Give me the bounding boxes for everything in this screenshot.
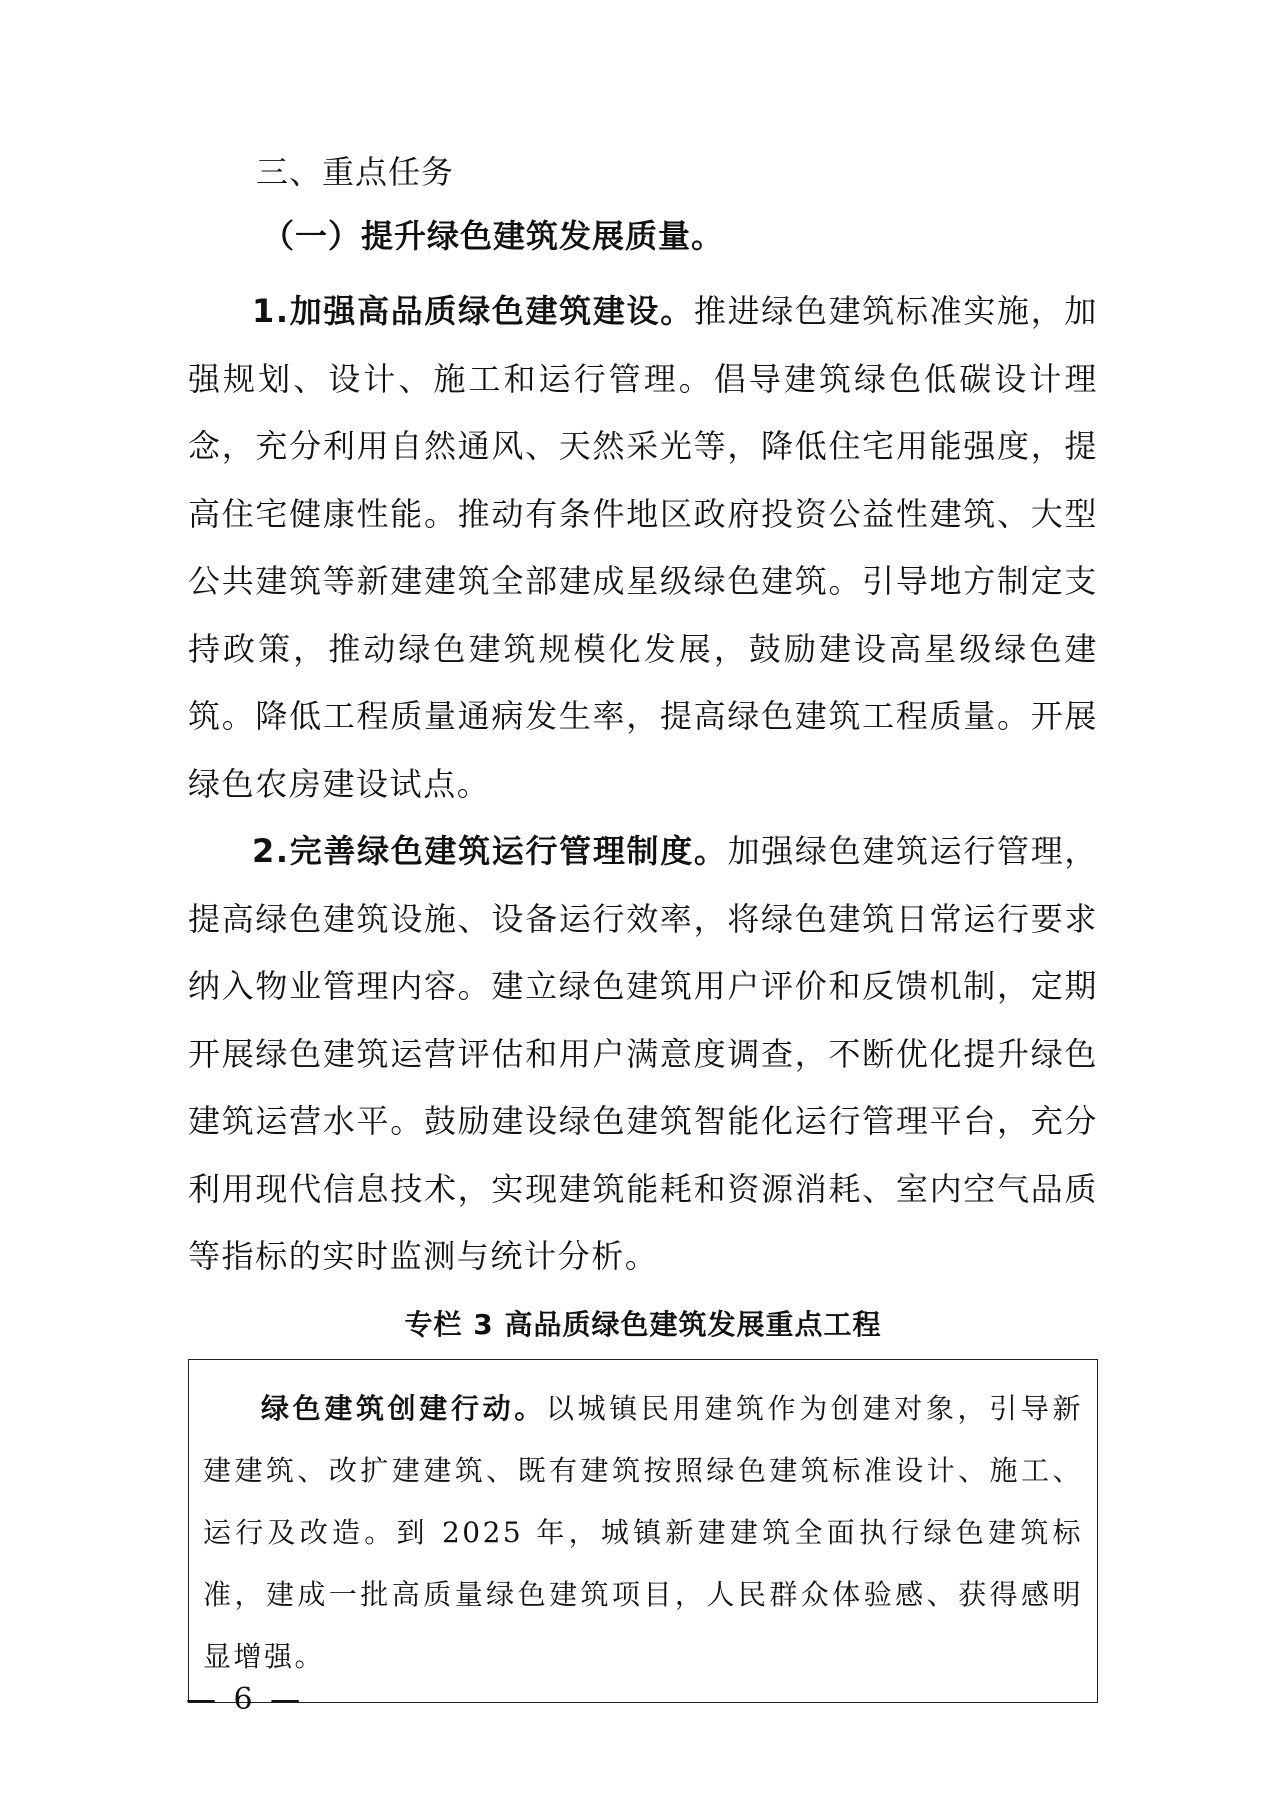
page-number: — 6 — xyxy=(186,1682,305,1717)
column-box-paragraph xyxy=(203,1378,1083,1688)
paragraph-2-lead: 2.完善绿色建筑运行管理制度。 xyxy=(252,832,728,870)
paragraph-2-text: 加强绿色建筑运行管理，提高绿色建筑设施、设备运行效率，将绿色建筑日常运行要求纳入物业管理内容。建立绿色建筑用户评价和反馈机制，定期开展绿色建筑运营评估和用户满意度调查，不断优化提升绿色建筑运营水平。鼓励建设绿色建筑智能化运行管理平台，充分利用现代信息技术，实现建筑能耗和资源消耗、室内空气品质等指标的实时监测与统计分析。 xyxy=(188,832,1098,1275)
paragraph-1-lead: 1.加强高品质绿色建筑建设。 xyxy=(252,292,694,330)
section-heading: 三、重点任务 xyxy=(256,153,455,191)
column-box-title: 专栏 3 高品质绿色建筑发展重点工程 xyxy=(404,1307,882,1341)
page-content xyxy=(188,150,1098,1703)
paragraph-1 xyxy=(188,278,1098,818)
column-box-lead: 绿色建筑创建行动。 xyxy=(261,1391,546,1425)
subsection-heading: （一）提升绿色建筑发展质量。 xyxy=(262,217,725,255)
column-box xyxy=(188,1359,1098,1703)
paragraph-2 xyxy=(188,818,1098,1291)
column-box-text: 以城镇民用建筑作为创建对象，引导新建建筑、改扩建建筑、既有建筑按照绿色建筑标准设计、施工、运行及改造。到 2025 年，城镇新建建筑全面执行绿色建筑标准，建成一批高质量绿色建筑项目，人民群众体验感、获得感明显增强。 xyxy=(203,1391,1083,1673)
paragraph-1-text: 推进绿色建筑标准实施，加强规划、设计、施工和运行管理。倡导建筑绿色低碳设计理念，充分利用自然通风、天然采光等，降低住宅用能强度，提高住宅健康性能。推动有条件地区政府投资公益性建筑、大型公共建筑等新建建筑全部建成星级绿色建筑。引导地方制定支持政策，推动绿色建筑规模化发展，鼓励建设高星级绿色建筑。降低工程质量通病发生率，提高绿色建筑工程质量。开展绿色农房建设试点。 xyxy=(188,292,1098,803)
